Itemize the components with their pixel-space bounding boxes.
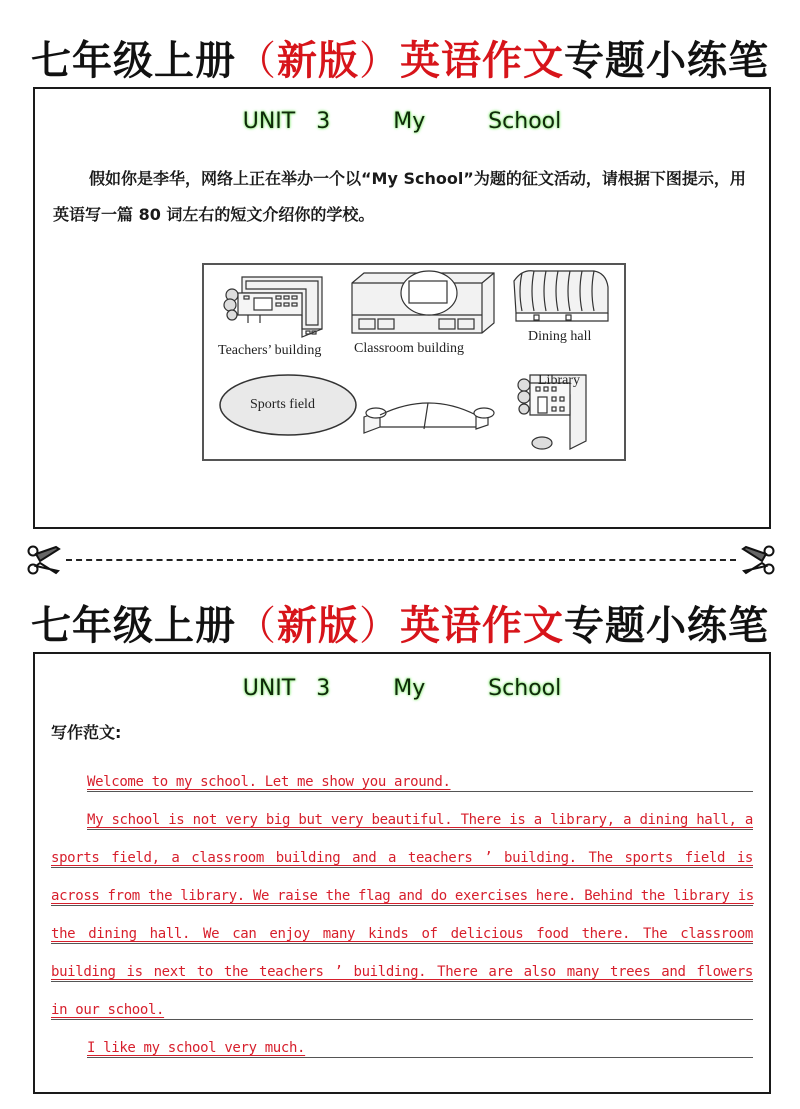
essay-line: Welcome to my school. Let me show you around. bbox=[87, 754, 753, 792]
banner-edition: 新版 bbox=[277, 38, 359, 84]
banner-subject: 英语作文 bbox=[400, 38, 564, 84]
school-map-drawing bbox=[204, 265, 624, 459]
page-banner-bottom bbox=[0, 601, 800, 651]
answer-card bbox=[33, 652, 771, 1094]
banner-subject: 英语作文 bbox=[400, 603, 564, 649]
banner-paren-open: （ bbox=[236, 38, 277, 84]
essay-line: building is next to the teachers ’ building. There are also many trees and flowers bbox=[51, 944, 753, 982]
banner-topic: 专题小练笔 bbox=[564, 603, 769, 649]
banner-paren-open: （ bbox=[236, 603, 277, 649]
essay-line: in our school. bbox=[51, 982, 753, 1020]
flag-platform-icon bbox=[364, 403, 494, 433]
label-classroom-building: Classroom building bbox=[354, 341, 465, 356]
label-dining-hall: Dining hall bbox=[528, 329, 592, 344]
banner-paren-close: ） bbox=[359, 603, 400, 649]
model-essay bbox=[51, 754, 753, 1058]
classroom-building-icon bbox=[352, 271, 494, 333]
dining-hall-icon bbox=[514, 271, 608, 321]
essay-label: 写作范文: bbox=[51, 723, 122, 742]
scissors-icon bbox=[740, 543, 776, 577]
banner-paren-close: ） bbox=[359, 38, 400, 84]
essay-line: the dining hall. We can enjoy many kinds of delicious food there. The classroom bbox=[51, 906, 753, 944]
essay-line: I like my school very much. bbox=[87, 1020, 753, 1058]
banner-edition: 新版 bbox=[277, 603, 359, 649]
banner-grade: 七年级上册 bbox=[31, 603, 236, 649]
label-sports-field: Sports field bbox=[250, 397, 315, 412]
banner-topic: 专题小练笔 bbox=[564, 38, 769, 84]
dashed-cut-line bbox=[66, 559, 736, 561]
banner-grade: 七年级上册 bbox=[31, 38, 236, 84]
unit-title: UNIT 3 My School bbox=[242, 109, 562, 134]
label-teachers-building: Teachers’ building bbox=[218, 343, 322, 358]
cut-line bbox=[26, 543, 776, 577]
scissors-icon bbox=[26, 543, 62, 577]
essay-line: My school is not very big but very beautiful. There is a library, a dining hall, a bbox=[87, 792, 753, 830]
page-banner-top bbox=[0, 36, 800, 86]
school-map-figure bbox=[202, 263, 626, 461]
essay-line: across from the library. We raise the flag and do exercises here. Behind the library is bbox=[51, 868, 753, 906]
writing-prompt: 假如你是李华，网络上正在举办一个以“My School”为题的征文活动，请根据下图提示，用英语写一篇 80 词左右的短文介绍你的学校。 bbox=[53, 169, 746, 224]
unit-title: UNIT 3 My School bbox=[242, 676, 562, 701]
task-card bbox=[33, 87, 771, 529]
teachers-building-icon bbox=[224, 277, 322, 337]
label-library: Library bbox=[538, 373, 580, 388]
essay-line: sports field, a classroom building and a teachers ’ building. The sports field is bbox=[51, 830, 753, 868]
